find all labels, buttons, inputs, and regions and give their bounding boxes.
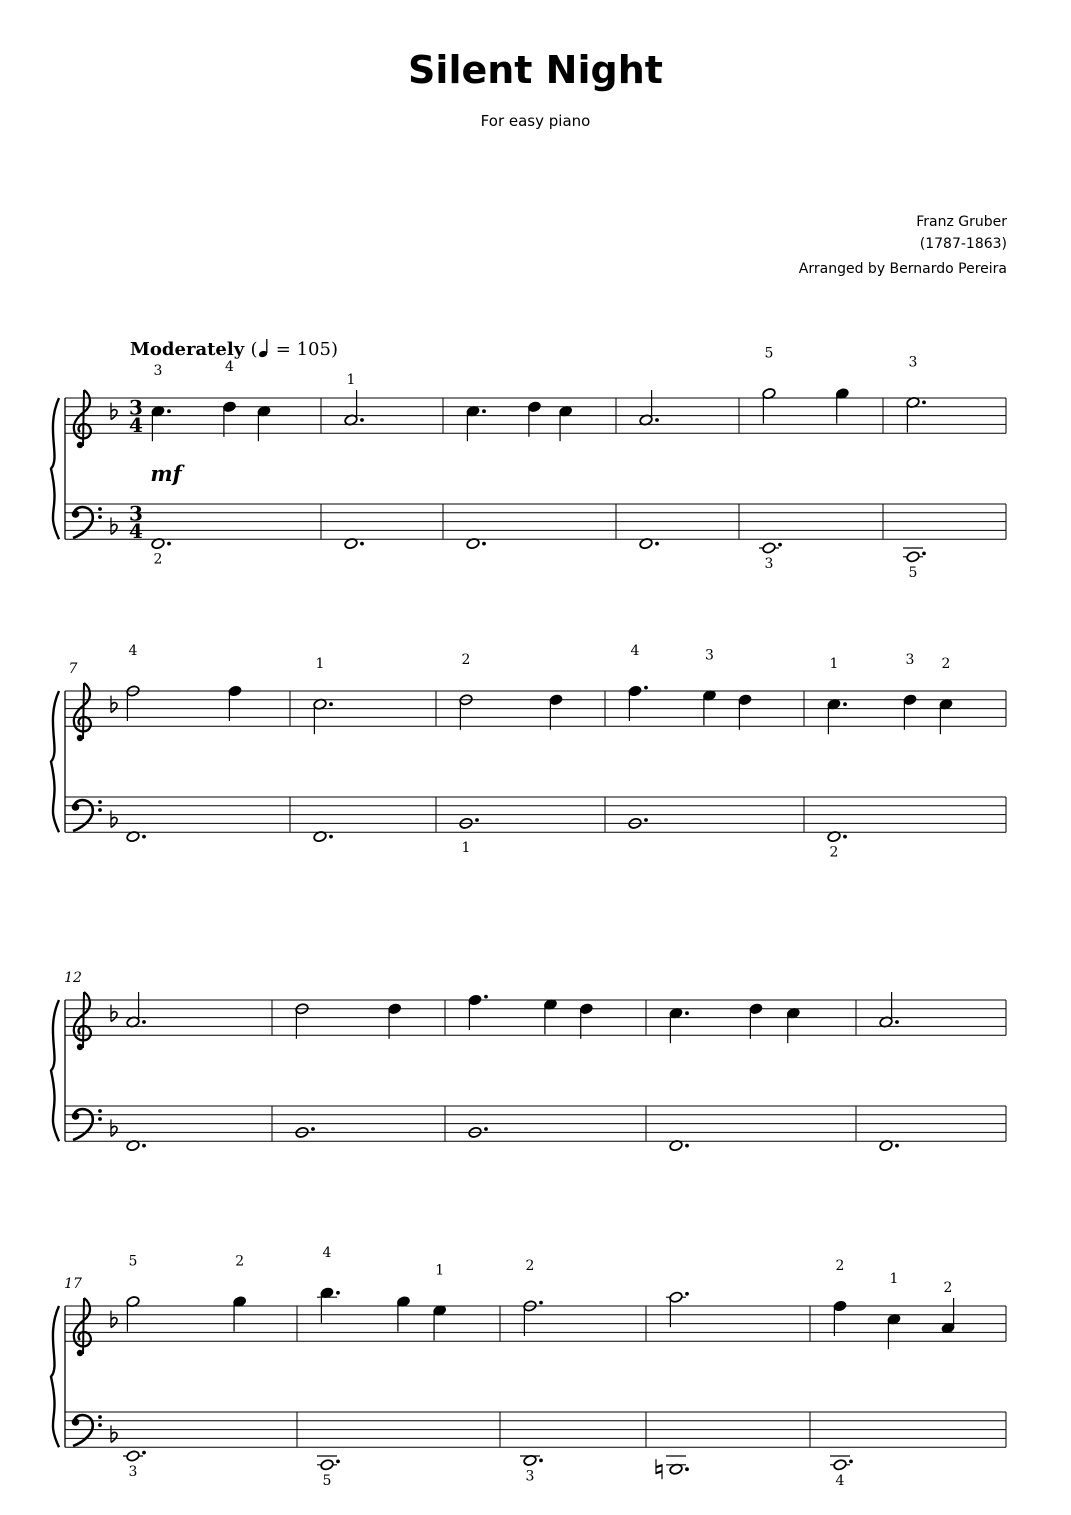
note (151, 538, 171, 568)
system (51, 970, 1006, 1152)
note-head (906, 551, 920, 563)
augmentation-dot (539, 1301, 543, 1305)
note (762, 346, 776, 424)
augmentation-dot (843, 702, 847, 706)
tempo-paren-close: ) (330, 339, 338, 360)
arranger-credit: Arranged by Bernardo Pereira (798, 261, 1007, 277)
note (833, 1258, 847, 1336)
note (396, 1296, 410, 1332)
note (666, 1291, 689, 1327)
note (466, 405, 486, 441)
note (579, 1003, 593, 1039)
augmentation-dot (142, 1451, 146, 1455)
augmentation-dot (484, 1127, 488, 1131)
augmentation-dot (895, 1020, 899, 1024)
augmentation-dot (655, 418, 659, 422)
note (628, 643, 648, 721)
fingering: 2 (941, 656, 951, 673)
note (669, 1007, 689, 1043)
tempo-text: Moderately (130, 339, 245, 360)
flat-icon (111, 517, 117, 534)
note (827, 656, 847, 734)
augmentation-dot (482, 409, 486, 413)
score-title: Silent Night (408, 48, 663, 92)
fingering: 3 (128, 1464, 138, 1480)
augmentation-dot (142, 1020, 146, 1024)
note-head (669, 1291, 683, 1303)
flat-icon (111, 810, 117, 827)
augmentation-dot (167, 409, 171, 413)
fingering: 2 (835, 1258, 845, 1274)
composer-dates: (1787-1863) (919, 236, 1007, 252)
note (738, 694, 752, 730)
augmentation-dot (482, 542, 486, 546)
augmentation-dot (142, 835, 146, 839)
note (313, 656, 333, 734)
note (549, 694, 563, 730)
note (879, 992, 899, 1028)
augmentation-dot (778, 543, 782, 547)
fingering: 4 (225, 358, 234, 375)
brace (51, 398, 59, 539)
fingering: 5 (322, 1472, 332, 1489)
note-head (833, 1459, 847, 1471)
fingering: 3 (908, 354, 918, 371)
bass-staff (65, 1412, 1006, 1447)
note (233, 1254, 247, 1332)
note (941, 1280, 955, 1334)
augmentation-dot (655, 542, 659, 546)
augmentation-dot (484, 995, 488, 999)
treble-staff (65, 691, 1006, 726)
note (317, 1456, 340, 1489)
note (759, 542, 782, 572)
fingering: 2 (461, 651, 471, 668)
system (51, 643, 1006, 861)
note-head (762, 542, 776, 554)
augmentation-dot (685, 1011, 689, 1015)
fingering: 2 (235, 1253, 245, 1270)
augmentation-dot (895, 1144, 899, 1148)
fingering: 3 (764, 556, 774, 572)
treble-clef-icon (74, 390, 91, 448)
fingering: 2 (943, 1280, 953, 1296)
flat-icon (111, 403, 117, 420)
fingering: 4 (128, 643, 138, 659)
augmentation-dot (922, 552, 926, 556)
note (523, 1258, 543, 1336)
flat-icon (111, 1425, 117, 1442)
fingering: 4 (630, 643, 640, 659)
bass-staff (65, 1106, 1006, 1141)
fingering: 2 (153, 551, 163, 568)
tempo-paren-open: ( (250, 339, 258, 360)
augmentation-dot (644, 686, 648, 690)
fingering: 1 (889, 1271, 899, 1288)
composer-name: Franz Gruber (916, 214, 1007, 230)
treble-clef-icon (74, 683, 91, 741)
augmentation-dot (685, 1144, 689, 1148)
note (559, 405, 573, 441)
flat-icon (111, 1311, 117, 1328)
measure-number: 7 (68, 661, 78, 677)
augmentation-dot (922, 401, 926, 405)
system (51, 346, 1006, 581)
fingering: 2 (829, 844, 839, 861)
note (827, 831, 847, 861)
augmentation-dot (311, 1127, 315, 1131)
note (151, 363, 171, 441)
note (527, 401, 541, 437)
time-signature-top: 3 (129, 395, 143, 420)
note (830, 1456, 853, 1489)
fingering: 5 (128, 1253, 138, 1270)
note (344, 372, 364, 426)
augmentation-dot (539, 1459, 543, 1463)
bass-staff (65, 501, 1006, 539)
fingering: 5 (764, 345, 774, 362)
fingering: 3 (905, 651, 915, 668)
note (388, 1003, 402, 1039)
augmentation-dot (329, 702, 333, 706)
note (126, 1254, 140, 1332)
flat-icon (111, 1005, 117, 1022)
system (51, 1245, 1006, 1489)
fingering: 3 (705, 647, 714, 664)
note (639, 390, 659, 426)
augmentation-dot (360, 418, 364, 422)
treble-clef-icon (74, 992, 91, 1050)
augmentation-dot (685, 1292, 689, 1296)
note (939, 656, 953, 734)
brace (51, 1000, 59, 1141)
treble-staff (65, 1306, 1006, 1341)
note (468, 994, 488, 1030)
fingering: 3 (153, 363, 163, 380)
fingering: 1 (346, 372, 356, 388)
note (317, 1245, 340, 1323)
flat-icon (111, 1119, 117, 1136)
measure-number: 17 (64, 1276, 82, 1292)
note (123, 1450, 146, 1480)
measure-number: 12 (64, 970, 82, 986)
note (786, 1007, 800, 1043)
note (543, 998, 557, 1034)
augmentation-dot (475, 818, 479, 822)
brace (51, 1306, 59, 1447)
dynamic-mark: mf (150, 461, 182, 486)
bass-clef-icon (72, 507, 102, 538)
fingering: 1 (461, 840, 471, 857)
note-head (320, 1459, 334, 1471)
augmentation-dot (685, 1467, 689, 1471)
treble-clef-icon (74, 1298, 91, 1356)
note (903, 548, 926, 581)
note-head (126, 1450, 140, 1462)
time-signature-bottom: 4 (129, 519, 143, 544)
natural-icon (656, 1459, 662, 1479)
note (126, 992, 146, 1028)
augmentation-dot (336, 1291, 340, 1295)
bass-clef-icon (72, 1109, 102, 1140)
note (749, 1003, 763, 1039)
bass-staff (65, 797, 1006, 832)
note (228, 685, 242, 721)
fingering: 4 (322, 1244, 332, 1261)
flat-icon (111, 696, 117, 713)
fingering: 3 (525, 1468, 535, 1485)
augmentation-dot (849, 1460, 853, 1464)
note (520, 1454, 543, 1484)
score-subtitle: For easy piano (480, 112, 591, 130)
note (295, 1003, 309, 1039)
fingering: 1 (829, 656, 839, 673)
fingering: 5 (908, 564, 918, 581)
time-signature-top: 3 (129, 501, 143, 526)
brace (51, 691, 59, 832)
note (126, 643, 140, 721)
augmentation-dot (142, 1144, 146, 1148)
augmentation-dot (843, 835, 847, 839)
augmentation-dot (167, 542, 171, 546)
bass-clef-icon (72, 800, 102, 831)
fingering: 1 (435, 1262, 445, 1279)
time-signature-bottom: 4 (129, 413, 143, 438)
note (257, 405, 271, 441)
note (906, 354, 926, 432)
fingering: 2 (525, 1258, 535, 1274)
tempo-bpm: = 105 (275, 339, 331, 360)
fingering: 4 (835, 1472, 845, 1489)
note (702, 647, 716, 725)
note (433, 1262, 447, 1340)
treble-staff (65, 1000, 1006, 1035)
note (887, 1271, 901, 1349)
fingering: 1 (315, 656, 325, 673)
augmentation-dot (336, 1460, 340, 1464)
augmentation-dot (644, 818, 648, 822)
augmentation-dot (329, 835, 333, 839)
note (656, 1456, 689, 1479)
augmentation-dot (360, 542, 364, 546)
note (835, 388, 849, 424)
bass-clef-icon (72, 1415, 102, 1446)
